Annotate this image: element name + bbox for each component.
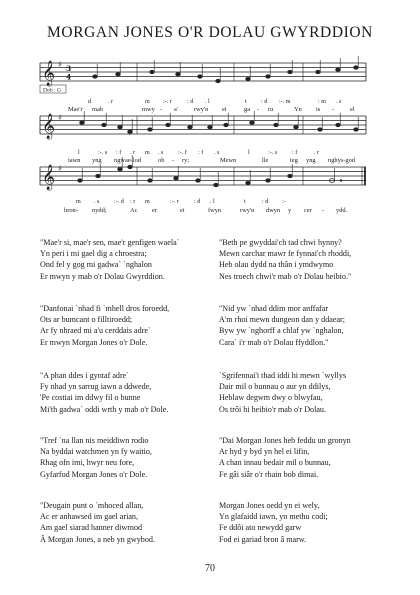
lyric-syllable: el <box>350 106 355 113</box>
lyric-syllable: a' <box>174 106 178 113</box>
verse-line: Mewn carchar mawr fe fynnai'ch rhoddi, <box>219 249 352 259</box>
lyric-syllable: ob <box>158 157 165 164</box>
solfa-note: : d <box>261 99 268 105</box>
solfa-note: . l <box>210 199 215 205</box>
solfa-note: :-. m <box>279 99 291 105</box>
lyric-syllable: is <box>316 106 321 113</box>
solfa-note: m <box>145 99 150 105</box>
verse-line: "A phan ddes i gyntaf adre` <box>40 371 129 380</box>
lyric-syllable: iawn <box>68 157 81 164</box>
solfa-note: : d <box>194 199 201 205</box>
verse-line: Â Morgan Jones, a neb yn gwybod. <box>40 534 155 544</box>
solfa-note: . s <box>214 150 220 156</box>
lyric-syllable: ydd. <box>336 207 348 214</box>
lyric-syllable: mab <box>92 106 104 113</box>
verse-line: Yn peri i mi gael dig a chroestra; <box>40 249 147 259</box>
lyric-syllable: rwy'n <box>240 207 255 214</box>
solfa-note: : f <box>116 150 122 156</box>
verse-line: Cara` i'r mab o'r Dolau ffyddlon." <box>219 337 329 347</box>
verse-line: Na byddai watchmen yn fy waitio, <box>40 447 152 457</box>
lyric-syllable: ei <box>180 207 185 214</box>
verse-left-5 <box>40 500 155 545</box>
lyric-syllable: Mae'r <box>68 106 83 113</box>
verse-line: 'Pe costiai im ddwy fil o bunne <box>40 393 141 403</box>
solfa-note: : f <box>292 150 298 156</box>
lyric-syllable: hron- <box>64 207 78 214</box>
sharp-icon: ♯ <box>58 164 62 173</box>
verse-line: Ar fy nhraed mi a'u cerddais adre` <box>40 326 151 336</box>
verse-line: "Dai Morgan Jones heb feddu un gronyn <box>219 436 351 445</box>
solfa-note: m <box>145 199 150 205</box>
lyric-syllable: - <box>332 106 335 113</box>
lyric-syllable: nghys-god <box>328 157 355 164</box>
solfa-note: m <box>145 150 150 156</box>
verse-line: Ots ar bumcant o filltiroedd; <box>40 315 133 325</box>
solfa-note: :-. d <box>114 199 124 205</box>
verse-line: Gyfarfod Morgan Jones o'r Dole. <box>40 469 148 479</box>
lyric-syllable: rwy'n <box>194 106 209 113</box>
verse-left-3 <box>40 370 168 415</box>
lyric-syllable: - <box>322 207 325 214</box>
verse-right-5 <box>219 500 328 545</box>
verse-line: Er mwyn y mab o'r Dolau Gwyrddion. <box>40 271 165 281</box>
verse-line: Dair mil o bunnau o aur yn ddilys, <box>219 382 331 392</box>
key-signature-label: Doh : G <box>43 87 62 94</box>
verse-line: A'm rhoi mewn dungeon dan y ddaear; <box>219 315 345 325</box>
verse-line: Ac er anhawsed im gael arian, <box>40 512 138 522</box>
solfa-note: : m <box>318 99 326 105</box>
solfa-note: . r <box>314 150 320 156</box>
solfa-note: :-. r <box>163 99 172 105</box>
lyric-syllable: - <box>160 106 163 113</box>
page-title: MORGAN JONES O'R DOLAU GWYRDDION <box>47 24 373 41</box>
verse-line: "Beth pe gwyddai'ch tad chwi hynny? <box>219 238 342 247</box>
solfa-note: : d <box>262 199 269 205</box>
solfa-note: : r <box>130 199 136 205</box>
verse-line: Fod ei gariad bron â marw. <box>219 534 307 544</box>
verse-line: Nes troech chwi'r mab o'r Dolau heibio." <box>219 271 352 281</box>
solfa-note: : f <box>198 150 204 156</box>
verse-line: Fe ddôi ato newydd garw <box>219 523 302 533</box>
lyric-syllable: cer <box>304 207 312 214</box>
lyric-syllable: ry; <box>182 157 190 164</box>
treble-clef-icon: 𝄞 <box>42 61 56 86</box>
treble-clef-icon: 𝄞 <box>42 114 56 139</box>
solfa-note: : d <box>187 99 194 105</box>
verse-line: "Deugain punt o `mhoced allan, <box>40 501 144 510</box>
lyric-syllable: - <box>257 106 260 113</box>
verse-line: Fe gâi siâr o'r rhain bob dimai. <box>219 469 319 479</box>
solfa-note: d <box>88 99 92 105</box>
solfa-note: . l <box>205 99 210 105</box>
lyric-syllable: Yn <box>294 106 302 113</box>
lyric-syllable: y <box>288 207 292 214</box>
lyric-syllable: dwyn <box>266 207 281 214</box>
verse-line: Rhag ofn imi, hwyr neu fore, <box>40 458 135 468</box>
lyric-syllable: yng <box>306 157 316 164</box>
verse-line: Heblaw degwm dwy o blwyfau, <box>219 393 323 403</box>
verse-line: Ar hyd y byd yn hel ei lifin, <box>219 447 310 457</box>
verse-line: Morgan Jones oedd yn ei wely, <box>219 501 320 510</box>
solfa-note: :- <box>282 199 286 205</box>
sharp-icon: ♯ <box>58 60 62 69</box>
verse-line: Os trôi hi heibio'r mab o'r Dolau. <box>219 404 326 414</box>
lyric-syllable: mwy <box>142 106 155 113</box>
verse-line: "Nid yw `nhad ddim mor anffafar <box>219 304 329 313</box>
lyric-syllable: ga <box>244 106 251 113</box>
verse-line: `Sgrifennai'i thad iddi hi mewn `wyllys <box>219 371 347 380</box>
solfa-note: :-. s <box>268 150 278 156</box>
verse-line: Ond fel y gog mi gadwa` `nghalon <box>40 260 152 270</box>
verse-left-2 <box>40 303 169 348</box>
treble-clef-icon: 𝄞 <box>42 165 56 190</box>
solfa-note: :-. r <box>170 199 179 205</box>
svg-text:4: 4 <box>66 72 72 82</box>
sharp-icon: ♯ <box>58 113 62 122</box>
verse-left-4 <box>40 435 152 480</box>
lyric-syllable: ei <box>222 106 227 113</box>
lyric-syllable: ru <box>268 106 274 113</box>
solfa-note: . r <box>108 99 114 105</box>
verse-line: Am gael siarad hanner diwrnod <box>40 523 143 533</box>
solfa-note: . s <box>336 99 342 105</box>
lyric-syllable: ngwae-lod <box>114 157 141 164</box>
verse-right-3 <box>219 370 346 415</box>
verse-right-4 <box>219 435 351 480</box>
verse-line: "Danfonai `nhad fi `mhell dros foroedd, <box>40 304 170 313</box>
verse-left-1 <box>40 237 179 282</box>
lyric-syllable: - <box>172 157 175 164</box>
solfa-note: l <box>248 150 250 156</box>
verse-line: Yn glafaidd iawn, yn methu codi; <box>219 512 328 522</box>
solfa-note: t <box>244 199 246 205</box>
verse-right-2 <box>219 303 345 348</box>
lyric-syllable: Ac <box>130 207 138 214</box>
verse-line: A chan innau bedair mil o bunnau, <box>219 458 331 468</box>
solfa-note: t <box>245 99 247 105</box>
lyric-syllable: yng <box>92 157 102 164</box>
page-number: 70 <box>205 563 215 574</box>
time-signature: 3 <box>66 64 72 73</box>
solfa-note: . r <box>130 150 136 156</box>
solfa-note: :-. s <box>98 150 108 156</box>
verse-line: Heb olau dydd na thân i ymdwymo <box>219 260 334 270</box>
lyric-syllable: nydd; <box>92 207 107 214</box>
solfa-note: . s <box>94 199 100 205</box>
solfa-note: m <box>76 199 81 205</box>
solfa-note: . s <box>158 150 164 156</box>
verse-line: Byw yw `nghorff a chlaf yw `nghalon, <box>219 326 344 336</box>
verse-line: "Mae'r si, mae'r sen, mae'r genfigen waela` <box>40 238 180 247</box>
verse-line: "Tref `na llan nis meiddiwn rodio <box>40 436 149 445</box>
solfa-note: l <box>78 150 80 156</box>
verse-line: Fy nhad yn sarrug iawn a ddwede, <box>40 382 152 392</box>
verse-line: Er mwyn Morgan Jones o'r Dole. <box>40 337 148 347</box>
verse-right-1 <box>219 237 351 282</box>
solfa-note: :-. f <box>178 150 187 156</box>
lyric-syllable: lle <box>262 157 269 164</box>
lyric-syllable: fwyn <box>208 207 222 214</box>
lyric-syllable: er <box>152 207 157 214</box>
verse-line: Mi'th gadwa` oddi wrth y mab o'r Dole. <box>40 404 169 414</box>
lyric-syllable: teg <box>290 157 298 164</box>
lyric-syllable: Mewn <box>220 157 237 164</box>
